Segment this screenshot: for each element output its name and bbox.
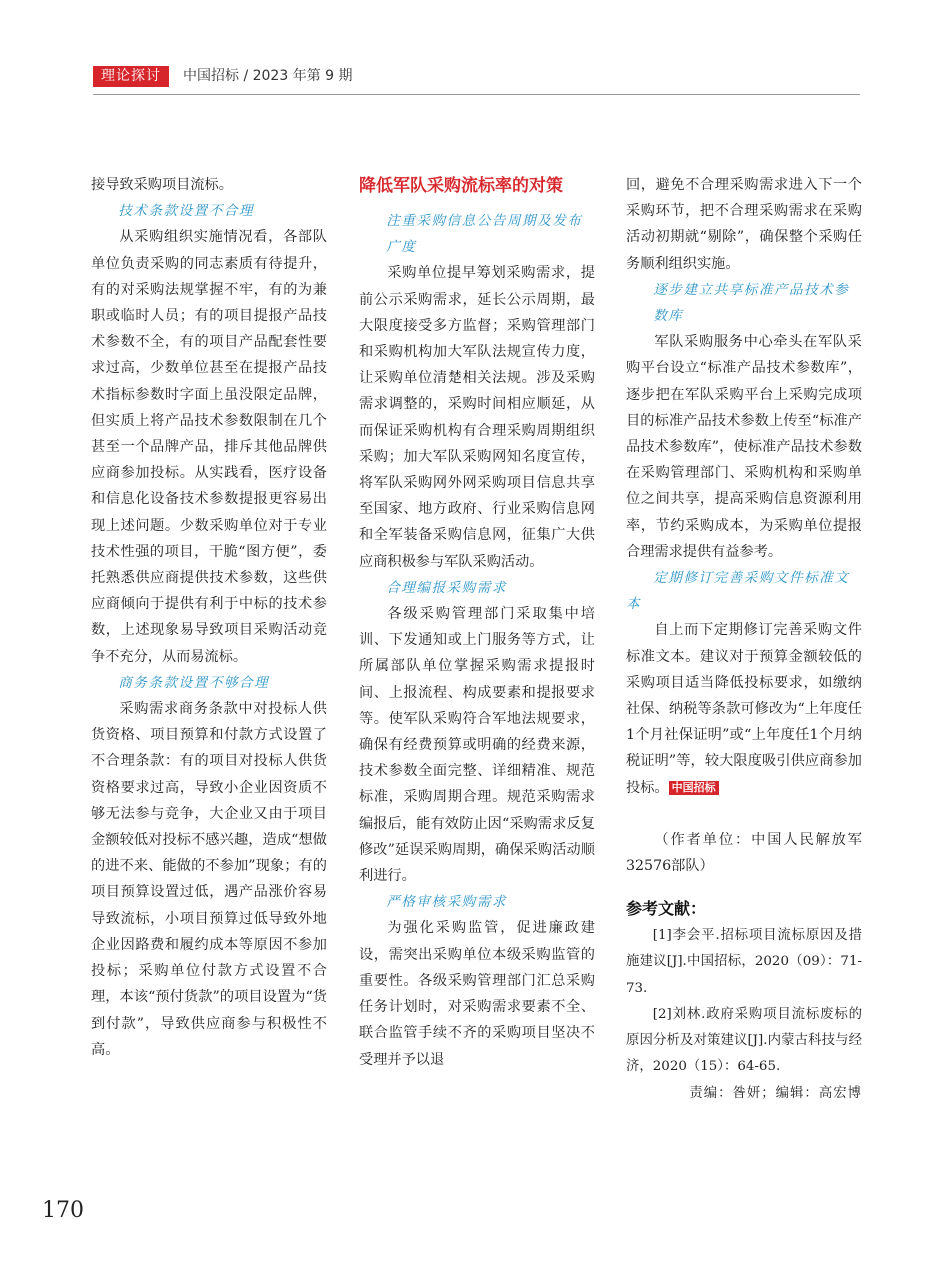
journal-issue: 中国招标 / 2023 年第 9 期 <box>183 68 353 84</box>
paragraph-notice: 采购单位提早筹划采购需求，提前公示采购需求，延长公示周期，最大限度接受多方监督；采购管理部门和采购机构加大军队法规宣传力度，让采购单位清楚相关法规。涉及采购需求调整的，采购时间相应顺延，从而保证采购机构有合理采购周期组织采购；加大军队采购网知名度宣传，将军队采购网外网采购项目信息共享至国家、地方政府、行业采购信息网和全军装备采购信息网，征集广大供应商积极参与军队采购活动。 <box>359 265 595 570</box>
paragraph-library: 军队采购服务中心牵头在军队采购平台设立“标准产品技术参数库”，逐步把在军队采购平台上采购完成项目的标准产品技术参数上传至“标准产品技术参数库”，使标准产品技术参数在采购管理部门、采购机构和采购单位之间共享，提高采购信息资源利用率，节约采购成本，为采购单位提报合理需求提供有益参考。 <box>626 334 862 560</box>
author-affiliation: （作者单位：中国人民解放军32576部队） <box>626 831 862 875</box>
subheading-compile: 合理编报采购需求 <box>386 579 507 596</box>
paragraph-continuation: 接导致采购项目流标。 <box>91 177 233 193</box>
paragraph-continuation: 回，避免不合理采购需求进入下一个采购环节，把不合理采购需求在采购活动初期就“剔除”，确保整个采购任务顺利组织实施。 <box>626 177 862 272</box>
paragraph-docs <box>626 617 862 800</box>
paragraph-compile: 各级采购管理部门采取集中培训、下发通知或上门服务等方式，让所属部队单位掌握采购需求提报时间、上报流程、构成要素和提报要求等。使军队采购符合军地法规要求，确保有经费预算或明确的经费来源，技术参数全面完整、详细精准、规范标准，采购周期合理。规范采购需求编报后，能有效防止因“采购需求反复修改”延误采购周期，确保采购活动顺利进行。 <box>359 606 595 885</box>
column-middle <box>359 172 595 1073</box>
column-left <box>91 172 327 1063</box>
paragraph-review: 为强化采购监管，促进廉政建设，需突出采购单位本级采购监管的重要性。各级采购管理部门汇总采购任务计划时，对采购需求要素不全、联合监管手续不齐的采购项目坚决不受理并予以退 <box>359 920 595 1068</box>
page-number: 170 <box>42 1198 84 1223</box>
header-rule <box>93 94 860 95</box>
subheading-notice: 注重采购信息公告周期及发布广度 <box>386 213 583 256</box>
end-logo: 中国招标 <box>669 781 719 795</box>
section-title: 降低军队采购流标率的对策 <box>359 176 563 196</box>
section-badge: 理论探讨 <box>93 66 169 87</box>
subheading-docs: 定期修订完善采购文件标准文本 <box>626 570 850 613</box>
subheading-review: 严格审核采购需求 <box>386 894 507 911</box>
subheading-business-terms: 商务条款设置不够合理 <box>118 674 270 691</box>
paragraph-docs-text: 自上而下定期修订完善采购文件标准文本。建议对于预算金额较低的采购项目适当降低投标要求，如缴纳社保、纳税等条款可修改为“上年度任1个月社保证明”或“上年度任1个月纳税证明”等，较大限度吸引供应商参加投标。 <box>626 622 862 796</box>
paragraph-tech-terms: 从采购组织实施情况看，各部队单位负责采购的同志素质有待提升，有的对采购法规掌握不牢，有的为兼职或临时人员；有的项目提报产品技术参数不全，有的项目产品配套性要求过高，少数单位甚至在提报产品技术指标参数时字面上虽没限定品牌，但实质上将产品技术参数限制在几个甚至一个品牌产品，排斥其他品牌供应商参加投标。从实践看，医疗设备和信息化设备技术参数提报更容易出现上述问题。少数采购单位对于专业技术性强的项目，干脆“图方便”，委托熟悉供应商提供技术参数，这些供应商倾向于提供有利于中标的技术参数，上述现象易导致项目采购活动竞争不充分，从而易流标。 <box>91 229 327 665</box>
paragraph-business-terms: 采购需求商务条款中对投标人供货资格、项目预算和付款方式设置了不合理条款：有的项目对投标人供货资格要求过高，导致小企业因资质不够无法参与竞争，大企业又由于项目金额较低对投标不感兴趣，造成“想做的进不来、能做的不参加”现象；有的项目预算设置过低，遇产品涨价容易导致流标，小项目预算过低导致外地企业因路费和履约成本等原因不参加投标；采购单位付款方式设置不合理，本该“预付货款”的项目设置为“货到付款”，导致供应商参与积极性不高。 <box>91 701 327 1058</box>
reference-item: [2]刘林.政府采购项目流标废标的原因分析及对策建议[J].内蒙古科技与经济，2020（15）：64-65. <box>626 1006 862 1075</box>
reference-item: [1]李会平.招标项目流标原因及措施建议[J].中国招标，2020（09）：71-73. <box>626 928 862 996</box>
subheading-library: 逐步建立共享标准产品技术参数库 <box>653 281 850 325</box>
editor-credit: 责编：昝妍；编辑：高宏博 <box>689 1085 862 1101</box>
column-right <box>626 172 862 1107</box>
references-title: 参考文献： <box>626 899 707 919</box>
page-header <box>93 66 860 96</box>
subheading-tech-terms: 技术条款设置不合理 <box>118 203 255 220</box>
